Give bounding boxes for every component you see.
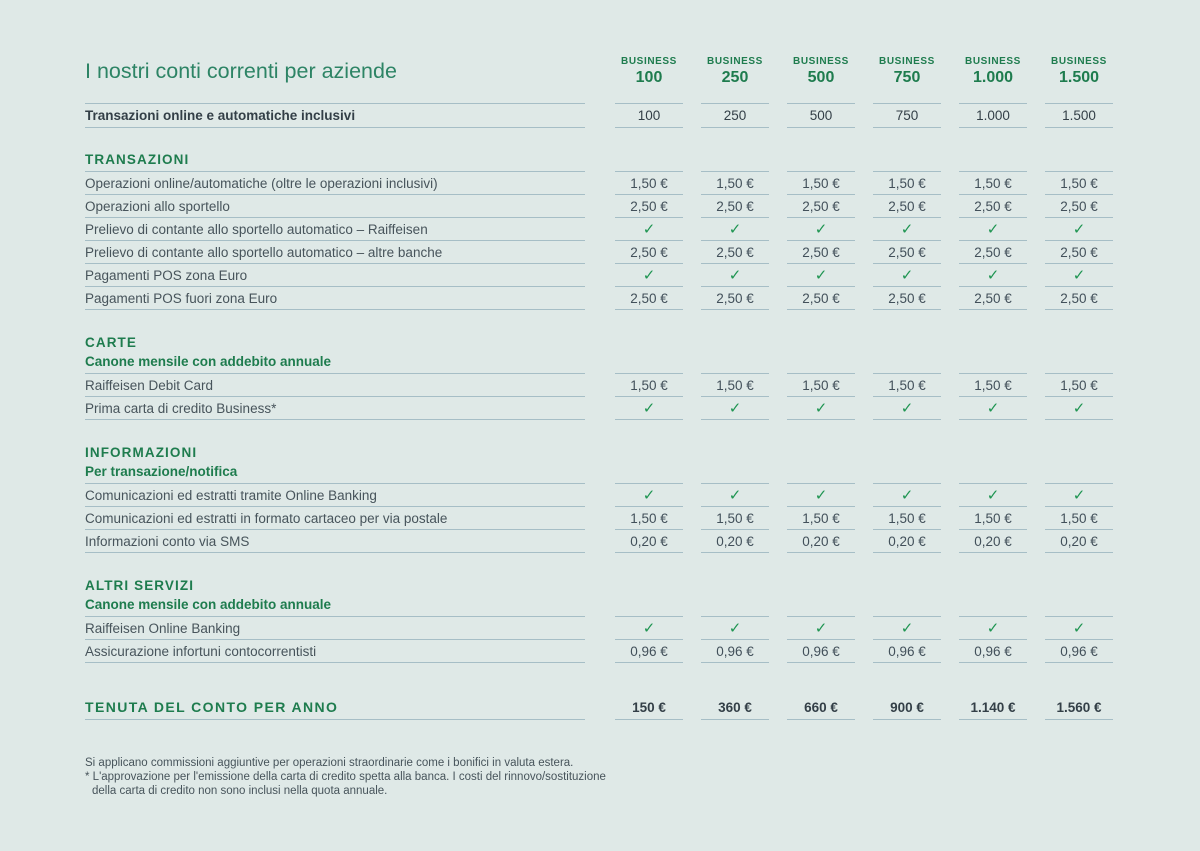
value-cell bbox=[959, 484, 1027, 507]
value-cell: 900 € bbox=[873, 695, 941, 720]
value-cell: 1.560 € bbox=[1045, 695, 1113, 720]
rule-cell bbox=[959, 152, 1027, 172]
check-icon: ✓ bbox=[642, 619, 656, 637]
value-cell: 1,50 € bbox=[873, 374, 941, 397]
value-cell: 1,50 € bbox=[701, 172, 769, 195]
table-row bbox=[85, 264, 1113, 287]
rule-cell bbox=[1045, 354, 1113, 374]
section-title-row bbox=[85, 152, 1113, 172]
row-label: Raiffeisen Online Banking bbox=[85, 617, 585, 640]
value-cell bbox=[615, 218, 683, 241]
section-subtitle: Canone mensile con addebito annuale bbox=[85, 597, 585, 617]
value-cell: 0,20 € bbox=[873, 530, 941, 553]
rule-cell bbox=[959, 464, 1027, 484]
row-label: Pagamenti POS fuori zona Euro bbox=[85, 287, 585, 310]
table-row bbox=[85, 617, 1113, 640]
value-cell bbox=[959, 397, 1027, 420]
rule-cell bbox=[701, 597, 769, 617]
value-cell: 1,50 € bbox=[787, 172, 855, 195]
check-icon: ✓ bbox=[642, 486, 656, 504]
check-icon: ✓ bbox=[814, 399, 828, 417]
table-row bbox=[85, 484, 1113, 507]
check-icon: ✓ bbox=[642, 220, 656, 238]
value-cell: 1,50 € bbox=[615, 172, 683, 195]
value-cell: 1,50 € bbox=[787, 374, 855, 397]
rule-cell bbox=[873, 354, 941, 374]
row-values bbox=[615, 287, 1113, 310]
value-cell: 100 bbox=[615, 103, 683, 128]
rule-cell bbox=[787, 152, 855, 172]
value-cell: 1.500 bbox=[1045, 103, 1113, 128]
table-row bbox=[85, 397, 1113, 420]
rule-cell bbox=[787, 597, 855, 617]
pricing-table bbox=[85, 0, 1113, 720]
rule-cells bbox=[615, 464, 1113, 484]
row-values bbox=[615, 695, 1113, 720]
row-values bbox=[615, 484, 1113, 507]
column-header bbox=[615, 56, 683, 87]
value-cell: 1,50 € bbox=[959, 172, 1027, 195]
footnote-line: * L'approvazione per l'emissione della carta di credito spetta alla banca. I costi del rinnovo/sostituzione bbox=[85, 771, 606, 783]
footnote-line: Si applicano commissioni aggiuntive per operazioni straordinarie come i bonifici in valuta estera. bbox=[85, 757, 574, 769]
rule-cell bbox=[615, 464, 683, 484]
footnote-line: della carta di credito non sono inclusi nella quota annuale. bbox=[92, 785, 388, 797]
rule-cell bbox=[701, 152, 769, 172]
value-cell: 1.000 bbox=[959, 103, 1027, 128]
table-row bbox=[85, 530, 1113, 553]
value-cell bbox=[959, 218, 1027, 241]
row-values bbox=[615, 397, 1113, 420]
value-cell: 2,50 € bbox=[959, 287, 1027, 310]
value-cell: 2,50 € bbox=[959, 241, 1027, 264]
check-icon: ✓ bbox=[728, 266, 742, 284]
check-icon: ✓ bbox=[728, 619, 742, 637]
value-cell: 2,50 € bbox=[873, 287, 941, 310]
section-title: ALTRI SERVIZI bbox=[85, 578, 195, 593]
value-cell: 2,50 € bbox=[1045, 287, 1113, 310]
row-values bbox=[615, 103, 1113, 128]
value-cell bbox=[959, 264, 1027, 287]
value-cell: 0,96 € bbox=[615, 640, 683, 663]
value-cell: 2,50 € bbox=[959, 195, 1027, 218]
row-label: Operazioni online/automatiche (oltre le operazioni inclusivi) bbox=[85, 172, 585, 195]
table-row bbox=[85, 241, 1113, 264]
section-title-row bbox=[85, 334, 1113, 354]
table-row bbox=[85, 640, 1113, 663]
section-title: TRANSAZIONI bbox=[85, 152, 585, 172]
row-values bbox=[615, 374, 1113, 397]
check-icon: ✓ bbox=[986, 486, 1000, 504]
value-cell: 0,96 € bbox=[701, 640, 769, 663]
value-cell bbox=[615, 617, 683, 640]
total-label: TENUTA DEL CONTO PER ANNO bbox=[85, 695, 585, 720]
column-headers bbox=[615, 56, 1113, 87]
rule-cell bbox=[873, 597, 941, 617]
row-values bbox=[615, 507, 1113, 530]
value-cell bbox=[873, 484, 941, 507]
row-label: Prelievo di contante allo sportello automatico – Raiffeisen bbox=[85, 218, 585, 241]
check-icon: ✓ bbox=[900, 486, 914, 504]
check-icon: ✓ bbox=[728, 220, 742, 238]
row-label: Comunicazioni ed estratti tramite Online Banking bbox=[85, 484, 585, 507]
row-values bbox=[615, 530, 1113, 553]
value-cell bbox=[1045, 617, 1113, 640]
header-row bbox=[85, 0, 1113, 90]
column-header bbox=[1045, 56, 1113, 87]
check-icon: ✓ bbox=[1072, 266, 1086, 284]
check-icon: ✓ bbox=[728, 486, 742, 504]
column-brand-label: BUSINESS bbox=[1051, 56, 1107, 67]
sections-container bbox=[85, 152, 1113, 663]
section-title: CARTE bbox=[85, 335, 137, 350]
rule-cell bbox=[615, 152, 683, 172]
table-row bbox=[85, 195, 1113, 218]
column-header bbox=[873, 56, 941, 87]
value-cell: 750 bbox=[873, 103, 941, 128]
value-cell bbox=[615, 484, 683, 507]
value-cell: 2,50 € bbox=[787, 241, 855, 264]
column-brand-label: BUSINESS bbox=[965, 56, 1021, 67]
rule-cells bbox=[615, 152, 1113, 172]
row-values bbox=[615, 617, 1113, 640]
rule-cell bbox=[615, 354, 683, 374]
rule-cell bbox=[787, 354, 855, 374]
section-subtitle-row bbox=[85, 354, 1113, 374]
row-label: Prelievo di contante allo sportello automatico – altre banche bbox=[85, 241, 585, 264]
rule-cell bbox=[1045, 464, 1113, 484]
footnotes bbox=[85, 756, 1200, 798]
rule-cell bbox=[959, 354, 1027, 374]
value-cell bbox=[787, 617, 855, 640]
column-name: 750 bbox=[893, 69, 921, 86]
column-name: 1.500 bbox=[1058, 69, 1100, 86]
check-icon: ✓ bbox=[900, 266, 914, 284]
value-cell bbox=[701, 218, 769, 241]
value-cell: 0,20 € bbox=[701, 530, 769, 553]
rule-cell bbox=[787, 464, 855, 484]
check-icon: ✓ bbox=[986, 220, 1000, 238]
table-row bbox=[85, 374, 1113, 397]
value-cell: 2,50 € bbox=[701, 287, 769, 310]
column-brand-label: BUSINESS bbox=[621, 56, 677, 67]
value-cell: 0,96 € bbox=[1045, 640, 1113, 663]
value-cell: 1,50 € bbox=[615, 507, 683, 530]
check-icon: ✓ bbox=[728, 399, 742, 417]
row-label: Operazioni allo sportello bbox=[85, 195, 585, 218]
check-icon: ✓ bbox=[814, 486, 828, 504]
value-cell: 2,50 € bbox=[873, 241, 941, 264]
row-label: Assicurazione infortuni contocorrentisti bbox=[85, 640, 585, 663]
check-icon: ✓ bbox=[900, 399, 914, 417]
column-brand-label: BUSINESS bbox=[879, 56, 935, 67]
section-title: INFORMAZIONI bbox=[85, 445, 198, 460]
check-icon: ✓ bbox=[814, 619, 828, 637]
column-name: 500 bbox=[807, 69, 835, 86]
value-cell: 0,20 € bbox=[615, 530, 683, 553]
row-label: Prima carta di credito Business* bbox=[85, 397, 585, 420]
check-icon: ✓ bbox=[1072, 399, 1086, 417]
value-cell: 150 € bbox=[615, 695, 683, 720]
value-cell: 1,50 € bbox=[1045, 507, 1113, 530]
value-cell: 0,20 € bbox=[787, 530, 855, 553]
section-title-row bbox=[85, 444, 1113, 464]
value-cell bbox=[787, 397, 855, 420]
check-icon: ✓ bbox=[642, 266, 656, 284]
value-cell: 0,20 € bbox=[959, 530, 1027, 553]
value-cell bbox=[787, 484, 855, 507]
total-row bbox=[85, 695, 1113, 720]
value-cell bbox=[615, 397, 683, 420]
value-cell bbox=[701, 484, 769, 507]
check-icon: ✓ bbox=[1072, 220, 1086, 238]
rule-cells bbox=[615, 354, 1113, 374]
section-title-row bbox=[85, 577, 1113, 597]
check-icon: ✓ bbox=[986, 619, 1000, 637]
value-cell: 2,50 € bbox=[1045, 195, 1113, 218]
value-cell: 1.140 € bbox=[959, 695, 1027, 720]
value-cell bbox=[873, 617, 941, 640]
page-title: I nostri conti correnti per aziende bbox=[85, 59, 397, 83]
row-label: Raiffeisen Debit Card bbox=[85, 374, 585, 397]
value-cell: 360 € bbox=[701, 695, 769, 720]
row-values bbox=[615, 264, 1113, 287]
value-cell: 0,96 € bbox=[959, 640, 1027, 663]
value-cell: 2,50 € bbox=[1045, 241, 1113, 264]
value-cell bbox=[701, 617, 769, 640]
value-cell bbox=[959, 617, 1027, 640]
value-cell bbox=[787, 218, 855, 241]
included-transactions-row bbox=[85, 103, 1113, 128]
value-cell bbox=[787, 264, 855, 287]
table-row bbox=[85, 172, 1113, 195]
row-values bbox=[615, 172, 1113, 195]
value-cell: 1,50 € bbox=[701, 507, 769, 530]
value-cell: 2,50 € bbox=[701, 241, 769, 264]
value-cell: 0,20 € bbox=[1045, 530, 1113, 553]
value-cell bbox=[1045, 264, 1113, 287]
section-subtitle-row bbox=[85, 464, 1113, 484]
rule-cell bbox=[873, 464, 941, 484]
rule-cell bbox=[959, 597, 1027, 617]
check-icon: ✓ bbox=[1072, 619, 1086, 637]
value-cell: 2,50 € bbox=[873, 195, 941, 218]
value-cell bbox=[1045, 397, 1113, 420]
column-name: 250 bbox=[721, 69, 749, 86]
value-cell: 2,50 € bbox=[701, 195, 769, 218]
rule-cell bbox=[1045, 597, 1113, 617]
row-values bbox=[615, 640, 1113, 663]
value-cell: 500 bbox=[787, 103, 855, 128]
row-values bbox=[615, 241, 1113, 264]
rule-cell bbox=[873, 152, 941, 172]
rule-cell bbox=[701, 354, 769, 374]
value-cell: 2,50 € bbox=[615, 287, 683, 310]
check-icon: ✓ bbox=[986, 399, 1000, 417]
check-icon: ✓ bbox=[900, 619, 914, 637]
value-cell: 1,50 € bbox=[1045, 172, 1113, 195]
row-label: Informazioni conto via SMS bbox=[85, 530, 585, 553]
value-cell: 1,50 € bbox=[615, 374, 683, 397]
column-header bbox=[701, 56, 769, 87]
column-header bbox=[787, 56, 855, 87]
row-label: Pagamenti POS zona Euro bbox=[85, 264, 585, 287]
value-cell: 1,50 € bbox=[701, 374, 769, 397]
value-cell bbox=[701, 264, 769, 287]
table-row bbox=[85, 507, 1113, 530]
check-icon: ✓ bbox=[900, 220, 914, 238]
value-cell bbox=[873, 264, 941, 287]
rule-cell bbox=[1045, 152, 1113, 172]
check-icon: ✓ bbox=[814, 266, 828, 284]
value-cell bbox=[615, 264, 683, 287]
row-values bbox=[615, 218, 1113, 241]
value-cell: 1,50 € bbox=[959, 374, 1027, 397]
value-cell: 1,50 € bbox=[873, 172, 941, 195]
value-cell bbox=[1045, 484, 1113, 507]
check-icon: ✓ bbox=[986, 266, 1000, 284]
section-subtitle: Per transazione/notifica bbox=[85, 464, 585, 484]
value-cell: 660 € bbox=[787, 695, 855, 720]
value-cell: 250 bbox=[701, 103, 769, 128]
value-cell bbox=[1045, 218, 1113, 241]
rule-cell bbox=[701, 464, 769, 484]
value-cell: 2,50 € bbox=[787, 287, 855, 310]
row-label: Comunicazioni ed estratti in formato cartaceo per via postale bbox=[85, 507, 585, 530]
value-cell bbox=[873, 397, 941, 420]
row-label: Transazioni online e automatiche inclusivi bbox=[85, 103, 585, 128]
column-brand-label: BUSINESS bbox=[707, 56, 763, 67]
column-header bbox=[959, 56, 1027, 87]
column-name: 1.000 bbox=[972, 69, 1014, 86]
table-row bbox=[85, 218, 1113, 241]
value-cell: 2,50 € bbox=[787, 195, 855, 218]
value-cell bbox=[701, 397, 769, 420]
value-cell: 1,50 € bbox=[873, 507, 941, 530]
value-cell: 1,50 € bbox=[1045, 374, 1113, 397]
section-subtitle-row bbox=[85, 597, 1113, 617]
table-row bbox=[85, 287, 1113, 310]
row-values bbox=[615, 195, 1113, 218]
value-cell: 1,50 € bbox=[959, 507, 1027, 530]
value-cell: 2,50 € bbox=[615, 241, 683, 264]
value-cell: 2,50 € bbox=[615, 195, 683, 218]
value-cell: 0,96 € bbox=[873, 640, 941, 663]
check-icon: ✓ bbox=[642, 399, 656, 417]
value-cell bbox=[873, 218, 941, 241]
rule-cells bbox=[615, 597, 1113, 617]
rule-cell bbox=[615, 597, 683, 617]
section-subtitle: Canone mensile con addebito annuale bbox=[85, 354, 585, 374]
value-cell: 0,96 € bbox=[787, 640, 855, 663]
value-cell: 1,50 € bbox=[787, 507, 855, 530]
check-icon: ✓ bbox=[814, 220, 828, 238]
check-icon: ✓ bbox=[1072, 486, 1086, 504]
column-brand-label: BUSINESS bbox=[793, 56, 849, 67]
column-name: 100 bbox=[635, 69, 663, 86]
